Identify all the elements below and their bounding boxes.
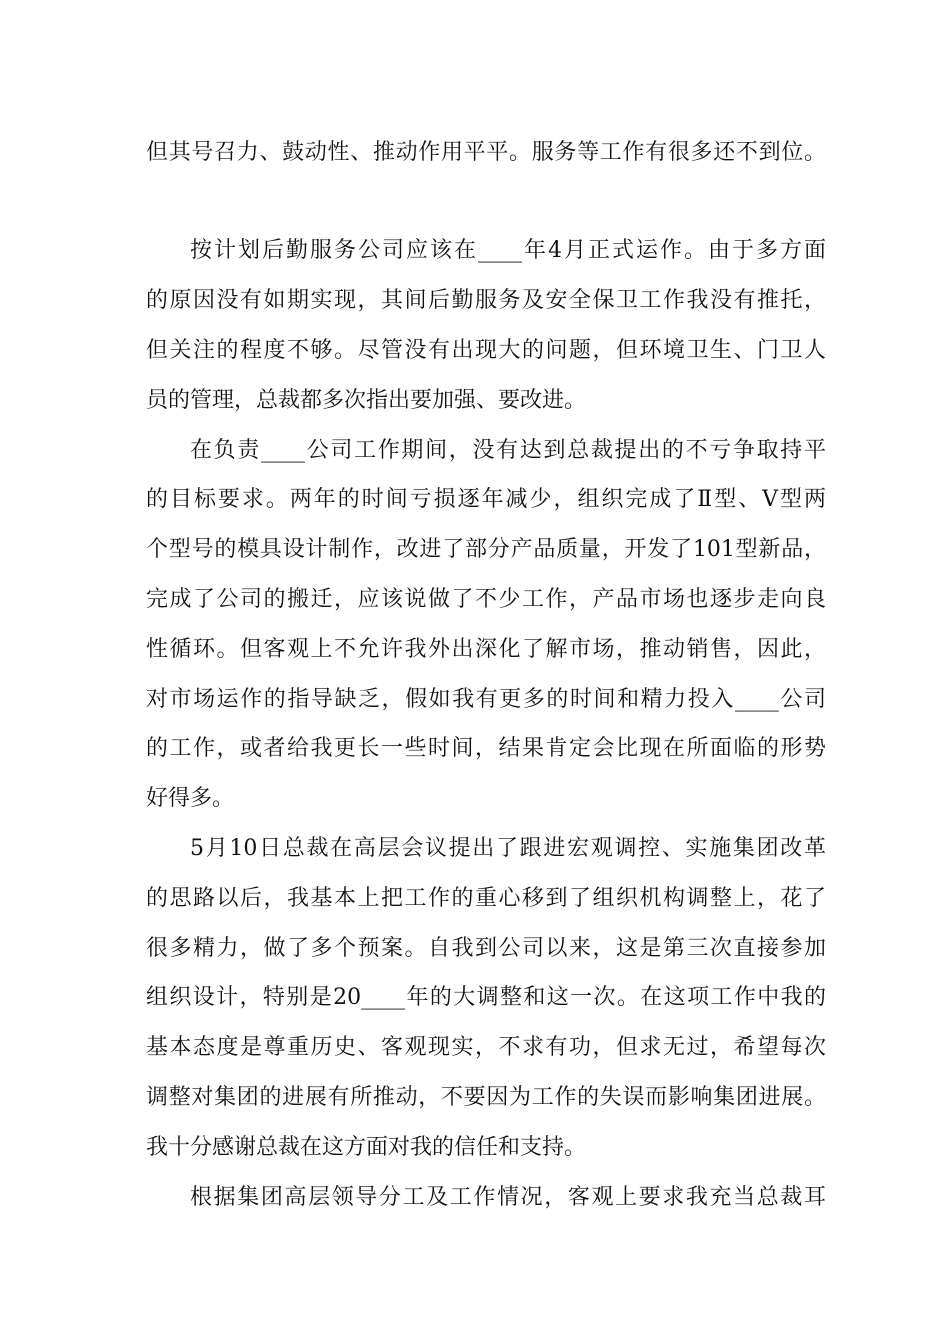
text-line: 的原因没有如期实现，其间后勤服务及安全保卫工作我没有推托，	[146, 288, 826, 313]
text-line: 调整对集团的进展有所推动，不要因为工作的失误而影响集团进展。	[146, 1085, 826, 1110]
text-line: 很多精力，做了多个预案。自我到公司以来，这是第三次直接参加	[146, 936, 826, 961]
paragraph-first-line: 根据集团高层领导分工及工作情况，客观上要求我充当总裁耳	[190, 1185, 826, 1210]
paragraph-first-line: 按计划后勤服务公司应该在____年4月正式运作。由于多方面	[190, 238, 826, 263]
text-line: 的思路以后，我基本上把工作的重心移到了组织机构调整上，花了	[146, 886, 826, 911]
paragraph-first-line: 在负责____公司工作期间，没有达到总裁提出的不亏争取持平	[190, 438, 826, 463]
text-line: 员的管理，总裁都多次指出要加强、要改进。	[146, 388, 587, 413]
text-line: 个型号的模具设计制作，改进了部分产品质量，开发了101型新品，	[146, 537, 826, 562]
text-line: 好得多。	[146, 786, 235, 811]
text-line: 组织设计，特别是20____年的大调整和这一次。在这项工作中我的	[146, 985, 826, 1010]
text-line: 性循环。但客观上不允许我外出深化了解市场，推动销售，因此，	[146, 637, 826, 662]
paragraph-first-line: 5月10日总裁在高层会议提出了跟进宏观调控、实施集团改革	[190, 836, 826, 861]
text-line: 完成了公司的搬迁，应该说做了不少工作，产品市场也逐步走向良	[146, 587, 826, 612]
text-line: 的工作，或者给我更长一些时间，结果肯定会比现在所面临的形势	[146, 736, 826, 761]
text-line: 的目标要求。两年的时间亏损逐年减少，组织完成了Ⅱ型、Ⅴ型两	[146, 487, 826, 512]
text-line: 我十分感谢总裁在这方面对我的信任和支持。	[146, 1135, 587, 1160]
text-line: 对市场运作的指导缺乏，假如我有更多的时间和精力投入____公司	[146, 687, 826, 712]
text-line: 但其号召力、鼓动性、推动作用平平。服务等工作有很多还不到位。	[146, 140, 826, 165]
text-line: 基本态度是尊重历史、客观现实，不求有功，但求无过，希望每次	[146, 1035, 826, 1060]
text-line: 但关注的程度不够。尽管没有出现大的问题，但环境卫生、门卫人	[146, 338, 826, 363]
